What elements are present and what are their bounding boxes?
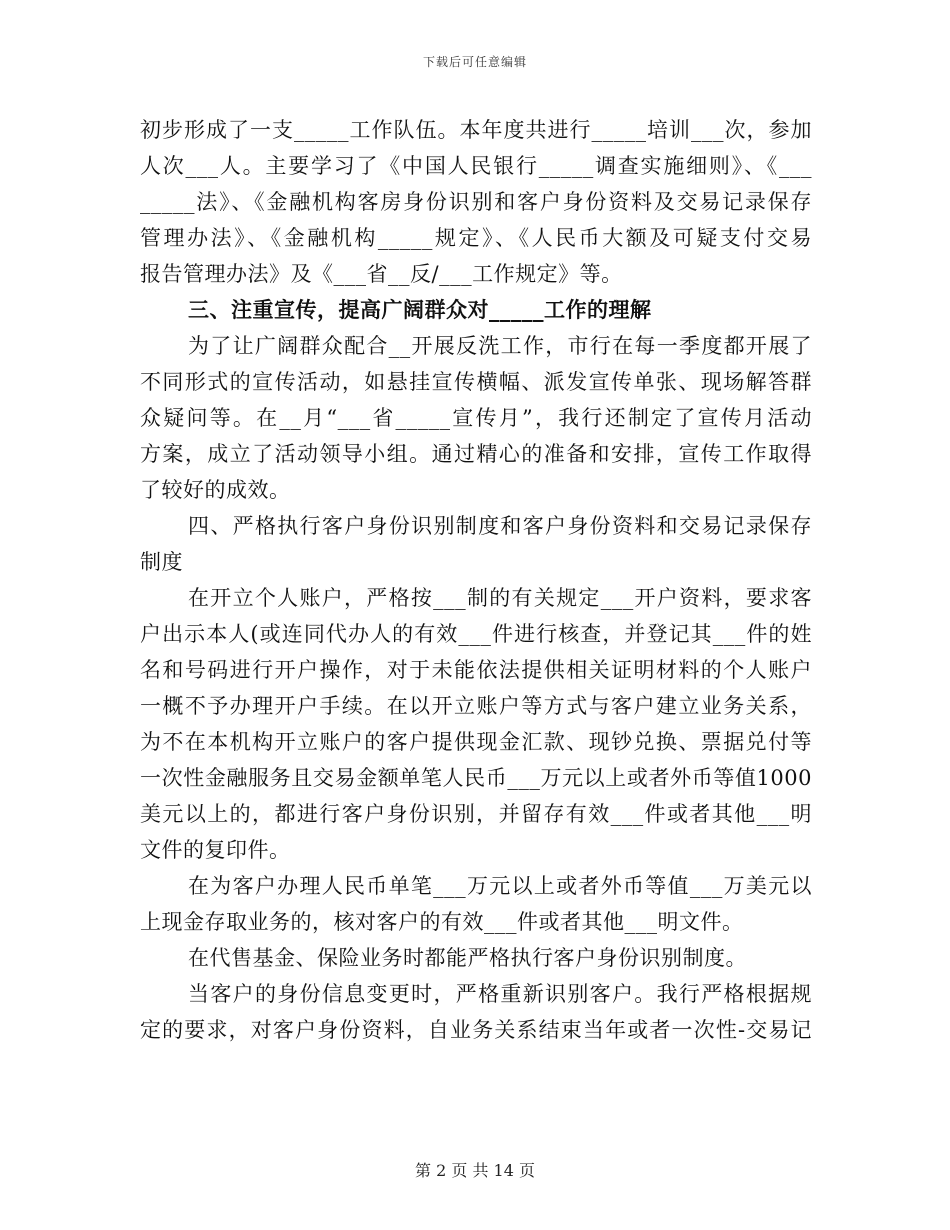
text-line: 上现金存取业务的，核对客户的有效___件或者其他___明文件。 [140, 910, 744, 934]
text-line: 人次___人。主要学习了《中国人民银行_____调查实施细则》、《___ [140, 154, 812, 178]
text-line: 美元以上的，都进行客户身份识别，并留存有效___件或者其他___明 [140, 802, 812, 826]
text-line: 户出示本人(或连同代办人的有效___件进行核查，并登记其___件的姓 [140, 622, 812, 646]
text-line: 一概不予办理开户手续。在以开立账户等方式与客户建立业务关系， [140, 694, 812, 718]
text-line: 众疑问等。在__月“___省_____宣传月”，我行还制定了宣传月活动 [140, 406, 812, 430]
text-line: 当客户的身份信息变更时，严格重新识别客户。我行严格根据规 [188, 982, 812, 1006]
text-line: 文件的复印件。 [140, 838, 291, 862]
text-line: 管理办法》、《金融机构_____规定》、《人民币大额及可疑支付交易 [140, 226, 812, 250]
section-heading: 三、注重宣传，提高广阔群众对_____工作的理解 [188, 297, 652, 322]
text-line: 了较好的成效。 [140, 478, 291, 502]
text-line: 为不在本机构开立账户的客户提供现金汇款、现钞兑换、票据兑付等 [140, 730, 812, 754]
text-line: 不同形式的宣传活动，如悬挂宣传横幅、派发宣传单张、现场解答群 [140, 370, 812, 394]
text-line: 在开立个人账户，严格按___制的有关规定___开户资料，要求客 [188, 586, 812, 610]
text-line: 制度 [140, 550, 183, 574]
page-number: 第 2 页 共 14 页 [415, 1161, 535, 1180]
text-line: 为了让广阔群众配合__开展反洗工作，市行在每一季度都开展了 [188, 334, 812, 358]
text-line: 方案，成立了活动领导小组。通过精心的准备和安排，宣传工作取得 [140, 442, 812, 466]
section-heading: 四、严格执行客户身份识别制度和客户身份资料和交易记录保存 [188, 514, 812, 538]
text-line: 初步形成了一支_____工作队伍。本年度共进行_____培训___次，参加 [140, 118, 812, 142]
text-line: 在为客户办理人民币单笔___万元以上或者外币等值___万美元以 [188, 874, 812, 898]
document-body [140, 112, 812, 1048]
text-line: 在代售基金、保险业务时都能严格执行客户身份识别制度。 [188, 946, 747, 970]
text-line: 报告管理办法》及《___省__反/___工作规定》等。 [140, 262, 623, 286]
text-line: 一次性金融服务且交易金额单笔人民币___万元以上或者外币等值1000 [140, 766, 812, 790]
text-line: _____法》、《金融机构客房身份识别和客户身份资料及交易记录保存 [140, 190, 812, 214]
text-line: 定的要求，对客户身份资料，自业务关系结束当年或者一次性-交易记 [140, 1018, 812, 1042]
page-header: 下载后可任意编辑 [422, 55, 527, 69]
text-line: 名和号码进行开户操作，对于未能依法提供相关证明材料的个人账户 [140, 658, 812, 682]
